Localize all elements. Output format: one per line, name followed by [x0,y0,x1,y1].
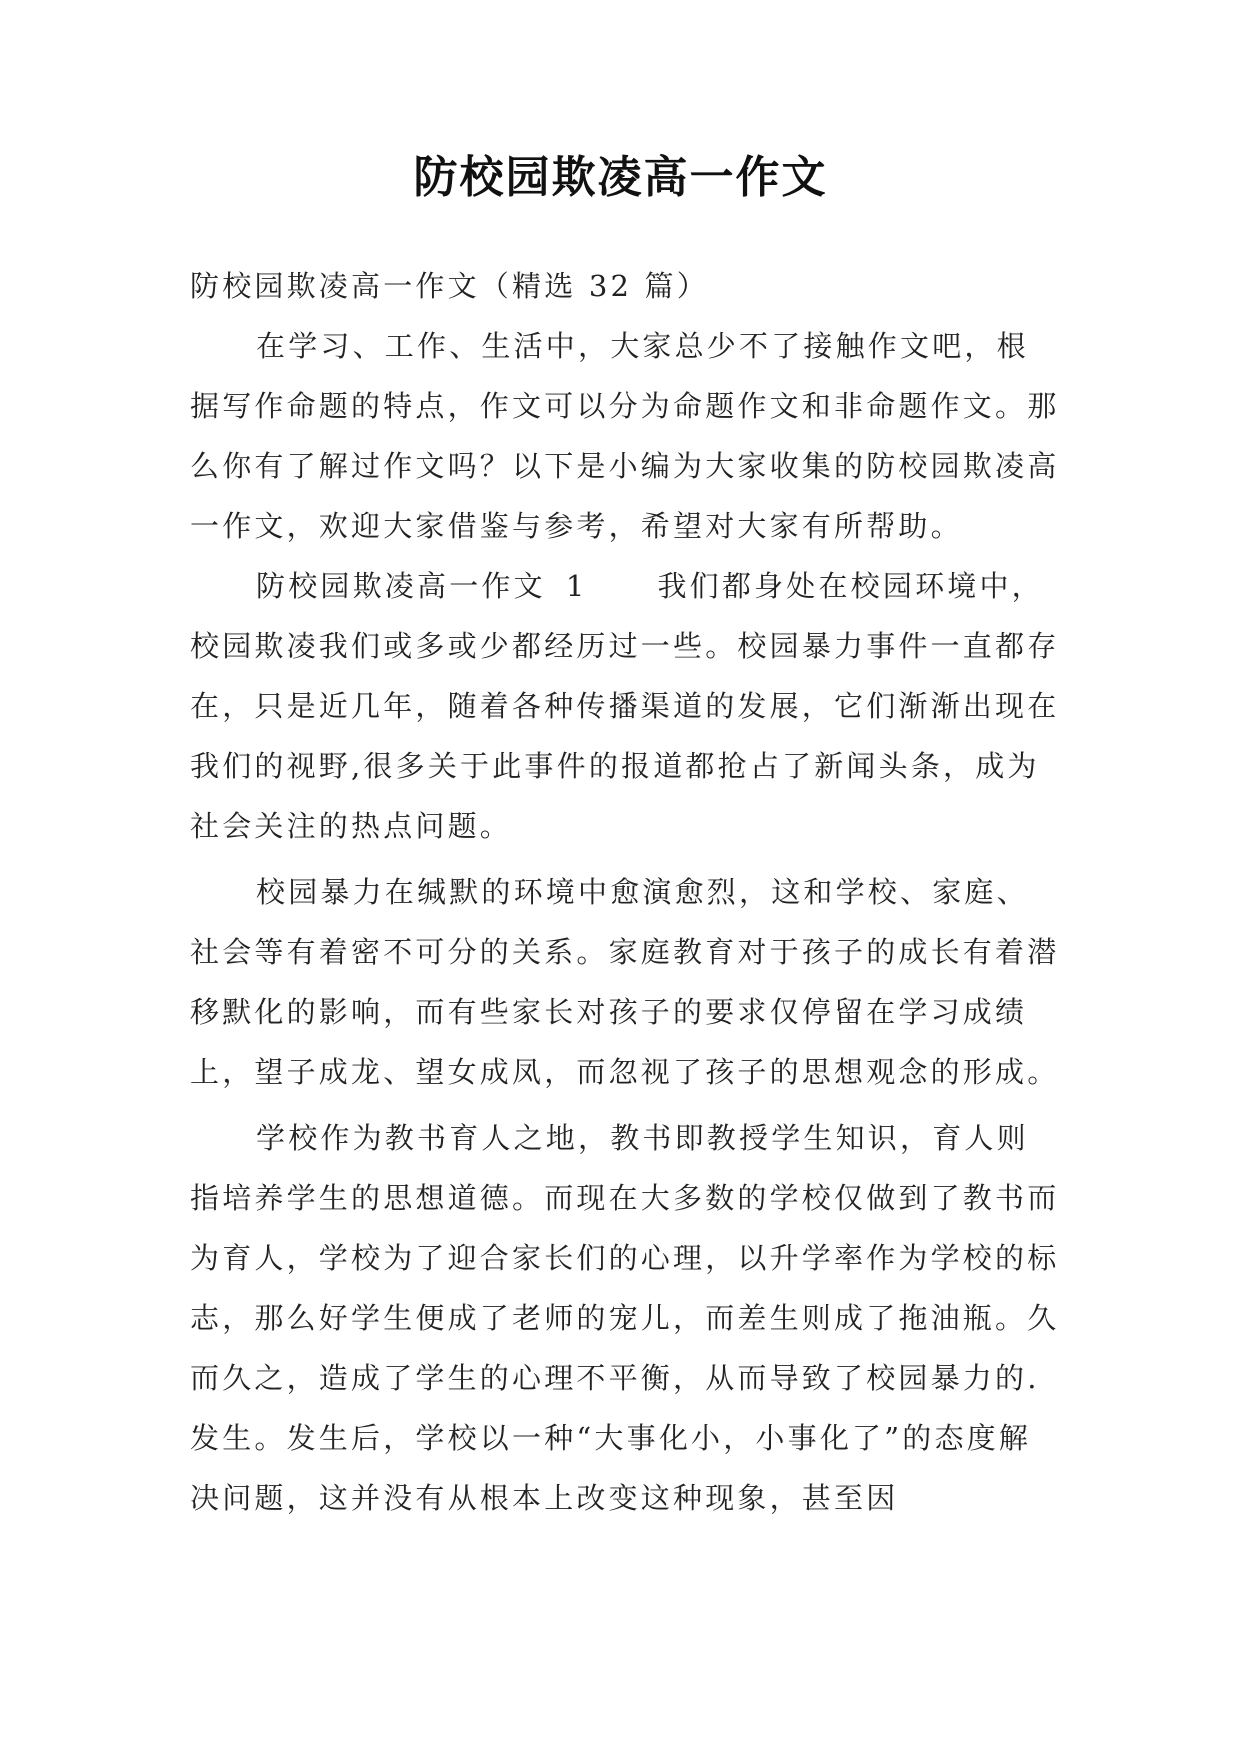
document-subtitle: 防校园欺凌高一作文（精选 32 篇） [190,269,709,303]
essay-1-number: 1 [565,569,588,603]
document-body [190,256,1060,1528]
body-paragraph-3: 学校作为教书育人之地，教书即教授学生知识，育人则指培养学生的思想道德。而现在大多数的学校仅做到了教书而为育人，学校为了迎合家长们的心理，以升学率作为学校的标志，那么好学生便成了老师的宠儿，而差生则成了拖油瓶。久而久之，造成了学生的心理不平衡，从而导致了校园暴力的.发生。发生后，学校以一种“大事化小，小事化了”的态度解决问题，这并没有从根本上改变这种现象，甚至因 [190,1121,1060,1515]
body-paragraph-2: 校园暴力在缄默的环境中愈演愈烈，这和学校、家庭、社会等有着密不可分的关系。家庭教育对于孩子的成长有着潜移默化的影响，而有些家长对孩子的要求仅停留在学习成绩上，望子成龙、望女成凤，而忽视了孩子的思想观念的形成。 [190,875,1060,1089]
document-title: 防校园欺凌高一作文 [413,152,828,203]
essay-1-title: 防校园欺凌高一作文 [256,569,546,603]
intro-paragraph: 在学习、工作、生活中，大家总少不了接触作文吧，根据写作命题的特点，作文可以分为命题作文和非命题作文。那么你有了解过作文吗？以下是小编为大家收集的防校园欺凌高一作文，欢迎大家借鉴与参考，希望对大家有所帮助。 [190,329,1060,543]
essay-1-first-paragraph: 我们都身处在校园环境中，校园欺凌我们或多或少都经历过一些。校园暴力事件一直都存在，只是近几年，随着各种传播渠道的发展，它们渐渐出现在我们的视野,很多关于此事件的报道都抢占了新闻头条，成为社会关注的热点问题。 [190,569,1060,843]
essay-1-paragraph [190,556,1060,856]
